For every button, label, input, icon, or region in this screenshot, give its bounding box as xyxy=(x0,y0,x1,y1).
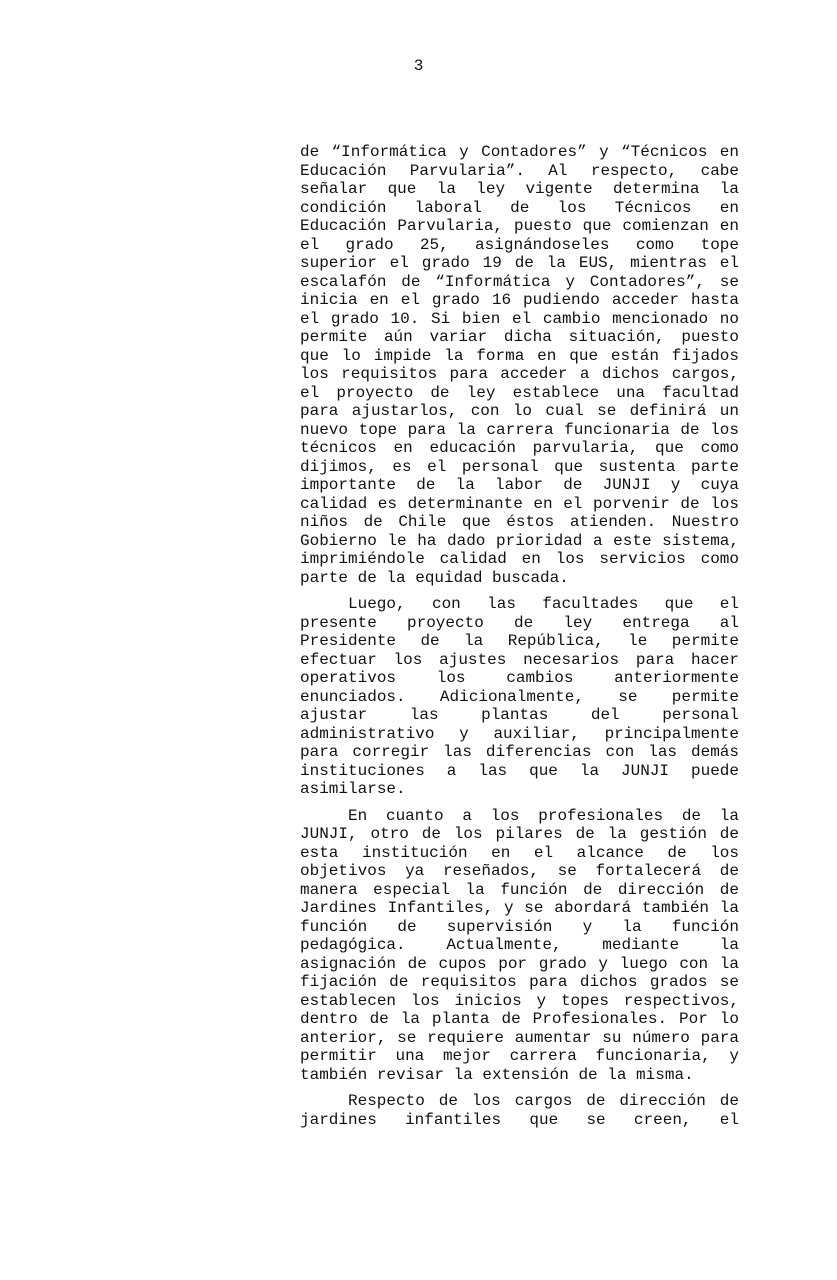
paragraph-continuation: de “Informática y Contadores” y “Técnicos en Educación Parvularia”. Al respecto, cabe señalar que la ley vigente determina la condición laboral de los Técnicos en Educación Parvularia, puesto que comienzan en el grado 25, asignándoseles como tope superior el grado 19 de la EUS, mientras el escalafón de “Informática y Contadores”, se inicia en el grado 16 pudiendo acceder hasta el grado 10. Si bien el cambio mencionado no permite aún variar dicha situación, puesto que lo impide la forma en que están fijados los requisitos para acceder a dichos cargos, el proyecto de ley establece una facultad para ajustarlos, con lo cual se definirá un nuevo tope para la carrera funcionaria de los técnicos en educación parvularia, que como dijimos, es el personal que sustenta parte importante de la labor de JUNJI y cuya calidad es determinante en el porvenir de los niños de Chile que éstos atienden. Nuestro Gobierno le ha dado prioridad a este sistema, imprimiéndole calidad en los servicios como parte de la equidad buscada. xyxy=(300,143,739,587)
paragraph: Luego, con las facultades que el presente proyecto de ley entrega al Presidente de la República, le permite efectuar los ajustes necesarios para hacer operativos los cambios anteriormente enunciados. Adicionalmente, se permite ajustar las plantas del personal administrativo y auxiliar, principalmente para corregir las diferencias con las demás instituciones a las que la JUNJI puede asimilarse. xyxy=(300,595,739,798)
paragraph-truncated: Respecto de los cargos de dirección de jardines infantiles que se creen, el xyxy=(300,1092,739,1129)
page-number: 3 xyxy=(413,57,424,75)
body-text xyxy=(300,143,739,1137)
paragraph: En cuanto a los profesionales de la JUNJI, otro de los pilares de la gestión de esta institución en el alcance de los objetivos ya reseñados, se fortalecerá de manera especial la función de dirección de Jardines Infantiles, y se abordará también la función de supervisión y la función pedagógica. Actualmente, mediante la asignación de cupos por grado y luego con la fijación de requisitos para dichos grados se establecen los inicios y topes respectivos, dentro de la planta de Profesionales. Por lo anterior, se requiere aumentar su número para permitir una mejor carrera funcionaria, y también revisar la extensión de la misma. xyxy=(300,806,739,1084)
